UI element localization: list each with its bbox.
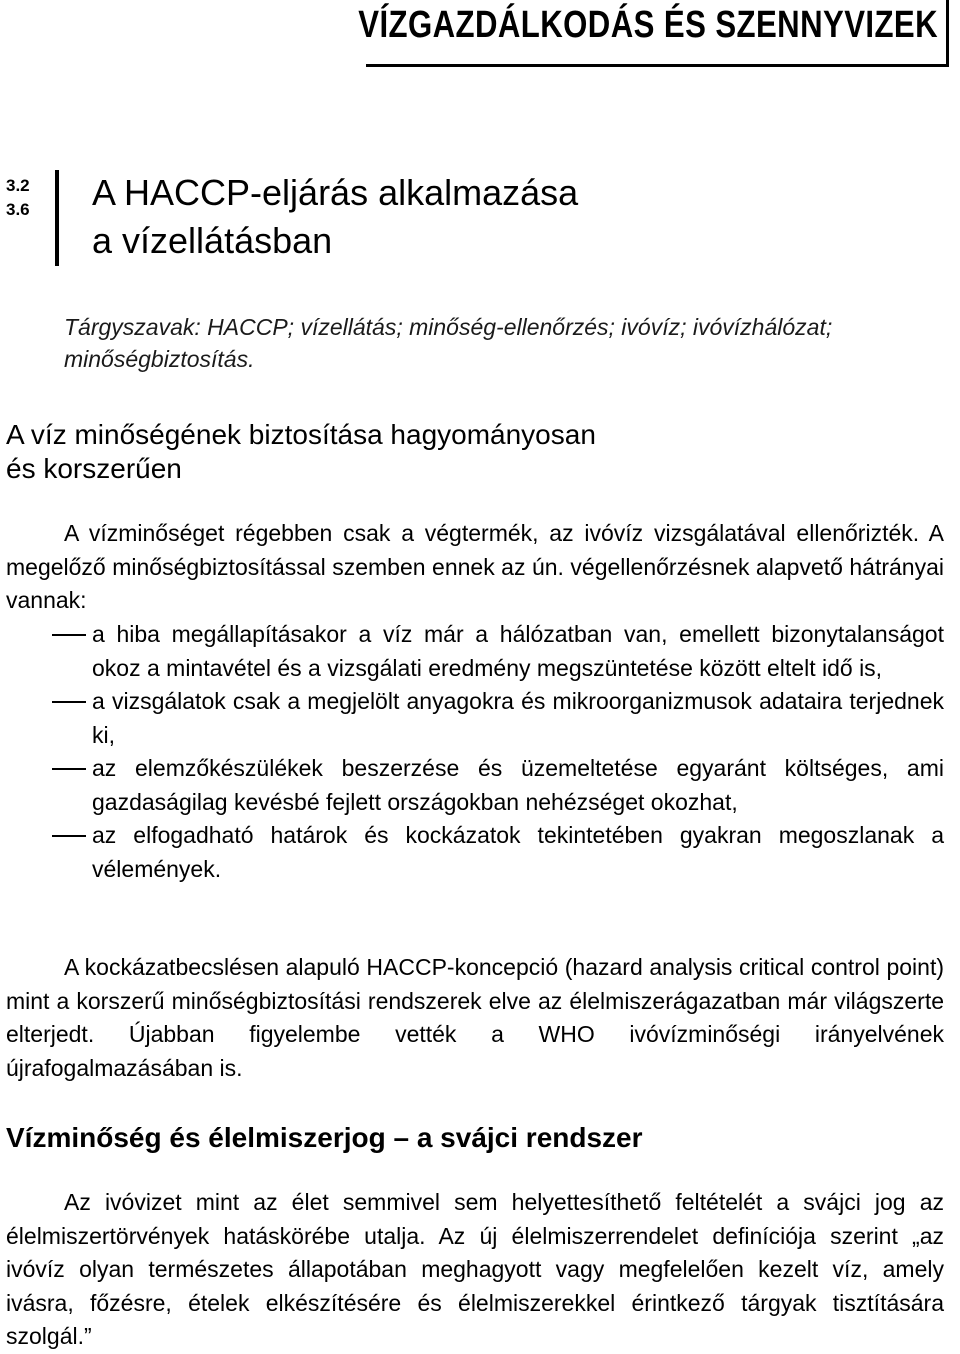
dash-bullet-icon	[52, 634, 86, 636]
keywords: Tárgyszavak: HACCP; vízellátás; minőség-ellenőrzés; ivóvíz; ivóvízhálózat; minőségbiztosítás.	[64, 314, 833, 372]
chapter-number-2: 3.6	[6, 200, 30, 219]
header-horizontal-rule	[366, 64, 949, 67]
section-heading-1-line-2: és korszerűen	[6, 453, 182, 484]
list-item	[6, 618, 944, 685]
running-header-title: VÍZGAZDÁLKODÁS ÉS SZENNYVIZEK	[358, 4, 938, 46]
intro-paragraph: A vízminőséget régebben csak a végtermék, az ivóvíz vizsgálatával ellenőrizték. A megelőző minőségbiztosítással szemben ennek az ún. végellenőrzésnek alapvető hátrányai vannak:	[6, 520, 944, 613]
list-item-text: a hiba megállapításakor a víz már a hálózatban van, emellett bizonytalanságot okoz a mintavétel és a vizsgálati eredmény megszüntetése között eltelt idő is,	[92, 621, 944, 681]
header-vertical-rule	[946, 0, 949, 64]
list-item-text: az elemzőkészülékek beszerzése és üzemeltetése egyaránt költséges, ami gazdaságilag kevésbé fejlett országokban nehézséget okozhat,	[92, 755, 944, 815]
haccp-paragraph: A kockázatbecslésen alapuló HACCP-koncepció (hazard analysis critical control point) mint a korszerű minőségbiztosítási rendszerek elve az élelmiszerágazatban már világszerte elterjedt. Újabban figyelembe vették a WHO ivóvízminőségi irányelvének újrafogalmazásában is.	[6, 954, 944, 1081]
swiss-law-paragraph: Az ivóvizet mint az élet semmivel sem helyettesíthető feltételét a svájci jog az élelmiszertörvények hatáskörébe utalja. Az új élelmiszerrendelet definíciója szerint „az ivóvíz olyan természetes állapotában meghagyott vagy megfelelően kezelt víz, amely ivásra, főzésre, ételek elkészítésére és élelmiszerekkel érintkező tárgyak tisztítására szolgál.”	[6, 1189, 944, 1349]
dash-bullet-icon	[52, 701, 86, 703]
dash-bullet-icon	[52, 835, 86, 837]
chapter-number-1: 3.2	[6, 176, 30, 195]
chapter-numbers	[6, 174, 30, 222]
chapter-title	[92, 169, 578, 265]
list-item	[6, 752, 944, 819]
list-item-text: az elfogadható határok és kockázatok tekintetében gyakran megoszlanak a vélemények.	[92, 822, 944, 882]
list-item	[6, 685, 944, 752]
section-heading-1-line-1: A víz minőségének biztosítása hagyományosan	[6, 419, 596, 450]
list-item	[6, 819, 944, 886]
chapter-divider-bar	[55, 170, 59, 266]
disadvantages-list	[6, 618, 944, 886]
section-heading-2: Vízminőség és élelmiszerjog – a svájci rendszer	[6, 1122, 643, 1153]
chapter-title-line-1: A HACCP-eljárás alkalmazása	[92, 172, 579, 213]
chapter-title-line-2: a vízellátásban	[92, 220, 333, 261]
dash-bullet-icon	[52, 768, 86, 770]
list-item-text: a vizsgálatok csak a megjelölt anyagokra és mikroorganizmusok adataira terjednek ki,	[92, 688, 944, 748]
section-heading-1	[6, 418, 596, 486]
